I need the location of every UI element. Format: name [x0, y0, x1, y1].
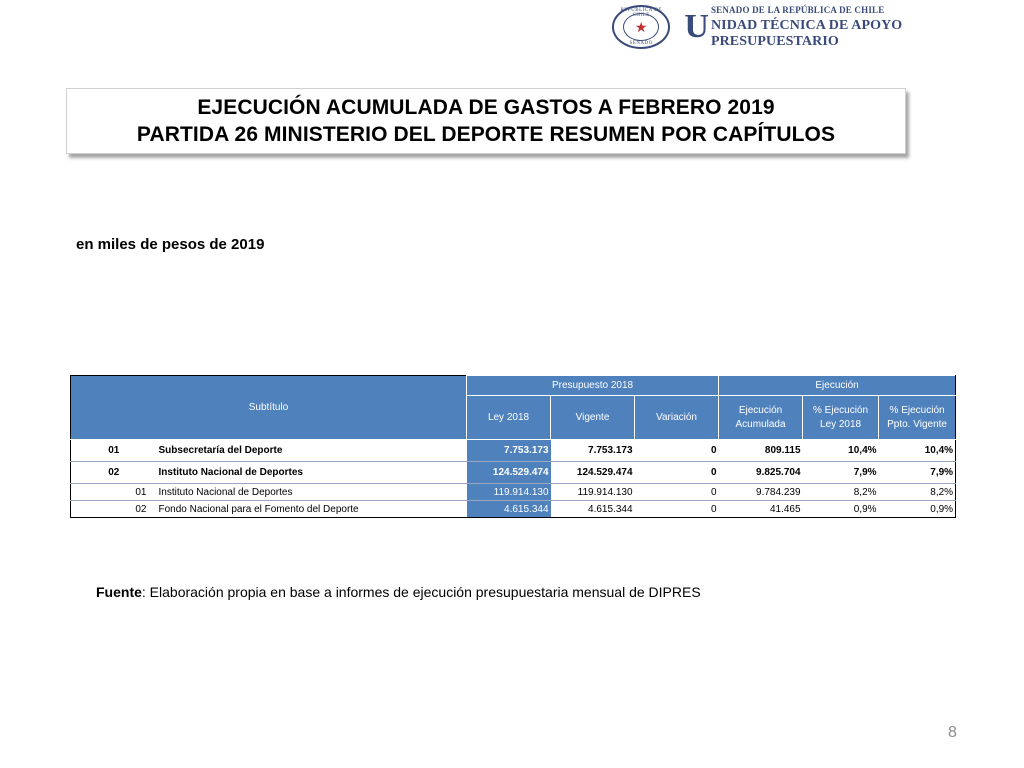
- header-ley: Ley 2018: [467, 396, 551, 440]
- row-variacion: 0: [635, 501, 719, 518]
- row-vigente: 7.753.173: [551, 440, 635, 462]
- title-line-1: EJECUCIÓN ACUMULADA DE GASTOS A FEBRERO 2019: [197, 96, 775, 119]
- title-box: [66, 88, 906, 154]
- source-note: [96, 584, 701, 600]
- header-ejecucion-acumulada: Ejecución Acumulada: [719, 396, 803, 440]
- row-code: 01: [71, 484, 157, 501]
- row-name: Fondo Nacional para el Fomento del Deporte: [157, 501, 467, 518]
- header-presupuesto: Presupuesto 2018: [467, 376, 719, 396]
- header-pct-ley: % Ejecución Ley 2018: [803, 396, 879, 440]
- table-row: [71, 440, 956, 462]
- units-label: en miles de pesos de 2019: [76, 236, 265, 253]
- budget-table: [70, 375, 956, 518]
- star-icon: ★: [634, 19, 648, 35]
- title-line-2: PARTIDA 26 MINISTERIO DEL DEPORTE RESUMEN POR CAPÍTULOS: [136, 123, 836, 146]
- row-ejecucion: 41.465: [719, 501, 803, 518]
- source-text: : Elaboración propia en base a informes de ejecución presupuestaria mensual de DIPRES: [141, 584, 701, 600]
- row-ley: 4.615.344: [467, 501, 551, 518]
- brand-initial: U: [684, 8, 709, 45]
- utap-logo: [684, 5, 1012, 50]
- row-vigente: 119.914.130: [551, 484, 635, 501]
- row-pct-vigente: 8,2%: [879, 484, 956, 501]
- seal-text-top: REPÚBLICA DE CHILE: [620, 8, 662, 18]
- row-ley: 124.529.474: [467, 462, 551, 484]
- senate-seal-logo: [612, 5, 670, 49]
- row-ejecucion: 809.115: [719, 440, 803, 462]
- header-subtitulo: Subtítulo: [71, 376, 467, 440]
- row-pct-vigente: 0,9%: [879, 501, 956, 518]
- row-pct-ley: 0,9%: [803, 501, 879, 518]
- table-row: [71, 462, 956, 484]
- header-vigente: Vigente: [551, 396, 635, 440]
- header-variacion: Variación: [635, 396, 719, 440]
- row-variacion: 0: [635, 484, 719, 501]
- source-label: Fuente: [96, 584, 142, 600]
- header-pct-vigente: % Ejecución Ppto. Vigente: [879, 396, 956, 440]
- table-row: [71, 501, 956, 518]
- row-pct-vigente: 7,9%: [879, 462, 956, 484]
- row-code: 01: [71, 440, 157, 462]
- row-vigente: 4.615.344: [551, 501, 635, 518]
- row-pct-vigente: 10,4%: [879, 440, 956, 462]
- row-variacion: 0: [635, 440, 719, 462]
- row-ley: 7.753.173: [467, 440, 551, 462]
- table-row: [71, 484, 956, 501]
- row-name: Instituto Nacional de Deportes: [157, 462, 467, 484]
- row-pct-ley: 8,2%: [803, 484, 879, 501]
- row-code: 02: [71, 501, 157, 518]
- row-ejecucion: 9.825.704: [719, 462, 803, 484]
- row-ley: 119.914.130: [467, 484, 551, 501]
- row-code: 02: [71, 462, 157, 484]
- brand-bottom-line: NIDAD TÉCNICA DE APOYO PRESUPUESTARIO: [710, 17, 903, 49]
- row-variacion: 0: [635, 462, 719, 484]
- brand-text: [711, 5, 1012, 50]
- header-logos: [612, 4, 1012, 50]
- row-pct-ley: 7,9%: [803, 462, 879, 484]
- header-ejecucion: Ejecución: [719, 376, 956, 396]
- page-number: 8: [948, 724, 957, 741]
- brand-top-line: SENADO DE LA REPÚBLICA DE CHILE: [710, 4, 885, 15]
- row-name: Subsecretaría del Deporte: [157, 440, 467, 462]
- row-vigente: 124.529.474: [551, 462, 635, 484]
- row-name: Instituto Nacional de Deportes: [157, 484, 467, 501]
- seal-text-bottom: SENADO: [629, 41, 653, 46]
- row-ejecucion: 9.784.239: [719, 484, 803, 501]
- row-pct-ley: 10,4%: [803, 440, 879, 462]
